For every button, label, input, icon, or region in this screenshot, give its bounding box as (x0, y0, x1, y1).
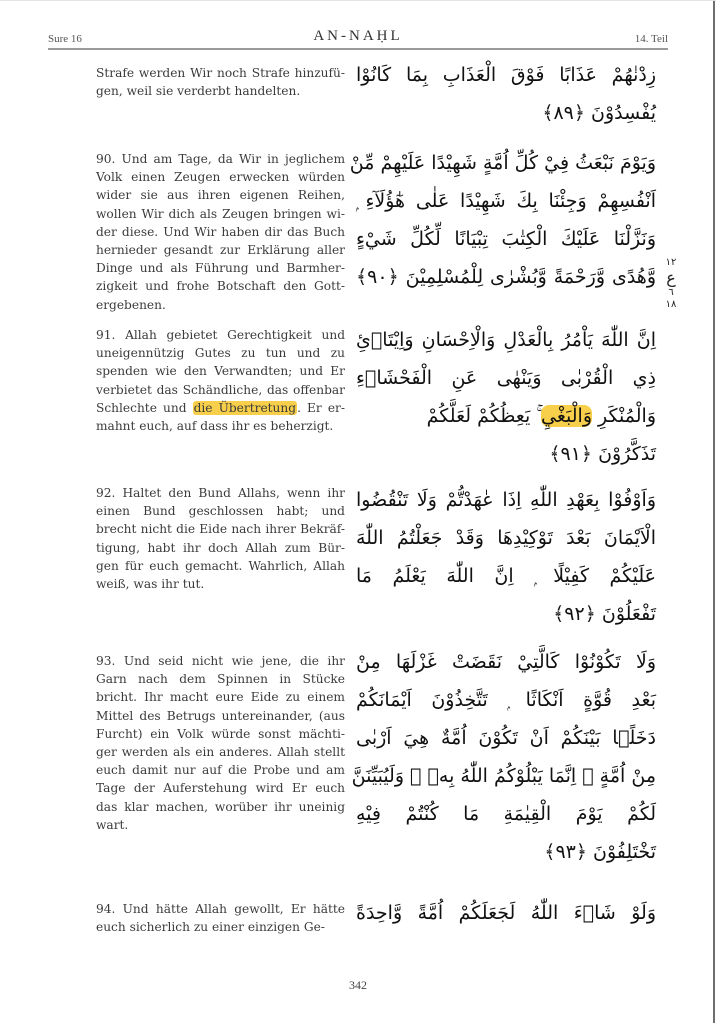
arabic-line: اَنْفُسِهِمْ وَجِئْنَا بِكَ شَهِيْدًا عَلٰى هٰٓؤُلَآءِ ۭ (356, 190, 656, 212)
arabic-line: يُفْسِدُوْنَ ﴿٨٩﴾ (542, 102, 656, 124)
arabic-line: ذِي الْقُرْبٰى وَيَنْهٰى عَنِ الْفَحْشَاۗءِ (356, 367, 656, 389)
arabic-line: وَيَوْمَ نَبْعَثُ فِيْ كُلِّ اُمَّةٍ شَهِيْدًا عَلَيْهِمْ مِّنْ (349, 152, 656, 174)
arabic-highlighted-word[interactable]: وَالْبَغْيِ (541, 405, 593, 427)
translation-verse-91-text: 91. Allah gebietet Gerechtigkeit und uneigennützig Gutes zu tun und zu spenden wie den Verwandten; und Er verbietet das Schändliche, das offenbar Schlechte und (96, 328, 345, 415)
arabic-line: وَلَوْ شَاۗءَ اللّٰهُ لَجَعَلَكُمْ اُمَّةً وَّاحِدَةً (356, 902, 656, 924)
header-divider (48, 48, 668, 50)
header-surah-number: Sure 16 (48, 33, 82, 45)
arabic-line: وَلَا تَكُوْنُوْا كَالَّتِيْ نَقَضَتْ غَزْلَهَا مِنْ (356, 651, 656, 673)
section-marker (660, 257, 682, 311)
arabic-line: عَلَيْكُمْ كَفِيْلًا ۭ اِنَّ اللّٰهَ يَعْلَمُ مَا (356, 565, 656, 587)
translation-verse-89-end: Strafe werden Wir noch Strafe hinzufü-gen, weil sie verderbt handelten. (96, 66, 345, 99)
page-edge-border (713, 1, 715, 1023)
translation-verse-93: 93. Und seid nicht wie jene, die ihr Garn nach dem Spinnen in Stücke bricht. Ihr macht eure Eide zu einem Mittel des Betrugs untereinander, (aus Furcht) ein Volk würde sonst mächti-ger werden als ein anderes. Allah stellt euch damit nur auf die Probe und am Tage der Auferstehung wird Er euch das klar machen, worüber ihr uneinig wart. (96, 654, 345, 832)
arabic-line: الْاَيْمَانَ بَعْدَ تَوْكِيْدِهَا وَقَدْ جَعَلْتُمُ اللّٰهَ (356, 527, 656, 549)
translation-verse-91-text-end: . Er er-mahnt euch, auf dass ihr es beherzigt. (96, 400, 345, 434)
arabic-line: وَّهُدًى وَّرَحْمَةً وَّبُشْرٰى لِلْمُسْلِمِيْنَ ﴿٩٠﴾ (356, 266, 656, 288)
section-marker-glyph: ع (666, 268, 676, 287)
section-marker-bottom: ١٨ (665, 299, 677, 310)
arabic-line: زِدْنٰهُمْ عَذَابًا فَوْقَ الْعَذَابِ بِمَا كَانُوْا (356, 64, 656, 86)
translation-verse-90: 90. Und am Tage, da Wir in jeglichem Volk einen Zeugen erwecken würden wider sie aus ihren eigenen Reihen, wollen Wir dich als Zeugen bringen wi-der diese. Und Wir haben dir das Buch hernieder gesandt zur Erklärung aller Dinge und als Führung und Barmher-zigkeit und frohe Botschaft den Gott-ergebenen. (96, 152, 345, 312)
arabic-line: وَاَوْفُوْا بِعَهْدِ اللّٰهِ اِذَا عٰهَدْتُّمْ وَلَا تَنْقُضُوا (356, 489, 656, 511)
page-number: 342 (349, 978, 367, 992)
translation-verse-92: 92. Haltet den Bund Allahs, wenn ihr einen Bund geschlossen habt; und brecht nicht die Eide nach ihrer Bekräf-tigung, habt ihr doch Allah zum Bür-gen für euch gemacht. Wahrlich, Allah weiß, was ihr tut. (96, 486, 345, 592)
arabic-verse-91 (356, 321, 656, 473)
arabic-line: تَخْتَلِفُوْنَ ﴿٩٣﴾ (544, 841, 656, 863)
highlighted-phrase[interactable]: die Übertretung (193, 400, 297, 415)
section-marker-top: ١٢ (665, 257, 677, 268)
header-part-number: 14. Teil (634, 33, 668, 45)
arabic-line: دَخَلًۢا بَيْنَكُمْ اَنْ تَكُوْنَ اُمَّةٌ هِيَ اَرْبٰى (356, 727, 656, 749)
arabic-line (356, 397, 656, 435)
arabic-line: بَعْدِ قُوَّةٍ اَنْكَاثًا ۭ تَتَّخِذُوْنَ اَيْمَانَكُمْ (356, 689, 656, 711)
arabic-line: اِنَّ اللّٰهَ يَاْمُرُ بِالْعَدْلِ وَالْاِحْسَانِ وَاِيْتَاۗئِ (356, 329, 656, 351)
arabic-line: وَنَزَّلْنَا عَلَيْكَ الْكِتٰبَ تِبْيَانًا لِّكُلِّ شَيْءٍ (356, 228, 656, 250)
translation-verse-91 (96, 326, 345, 435)
arabic-text: وَالْمُنْكَرِ (592, 405, 656, 427)
arabic-line: لَكُمْ يَوْمَ الْقِيٰمَةِ مَا كُنْتُمْ فِيْهِ (356, 803, 656, 825)
arabic-verse-90 (349, 144, 656, 296)
arabic-line: تَذَكَّرُوْنَ ﴿٩١﴾ (549, 443, 656, 465)
arabic-verse-93 (351, 643, 656, 871)
section-marker-middle: ٦ (668, 287, 674, 298)
arabic-verse-92 (356, 481, 656, 633)
header-surah-title: AN-NAḤL (313, 28, 403, 44)
arabic-verse-89 (356, 56, 656, 132)
arabic-line: مِنْ اُمَّةٍ ۭ اِنَّمَا يَبْلُوْكُمُ اللّٰهُ بِهٖ ۭ وَلَيُبَيِّنَنَّ (351, 765, 656, 787)
translation-verse-94-start: 94. Und hätte Allah gewollt, Er hätte euch sicherlich zu einer einzigen Ge- (96, 902, 345, 935)
arabic-line: تَفْعَلُوْنَ ﴿٩٢﴾ (553, 603, 656, 625)
arabic-text: ۚ يَعِظُكُمْ لَعَلَّكُمْ (426, 405, 542, 427)
arabic-verse-94 (356, 894, 656, 932)
